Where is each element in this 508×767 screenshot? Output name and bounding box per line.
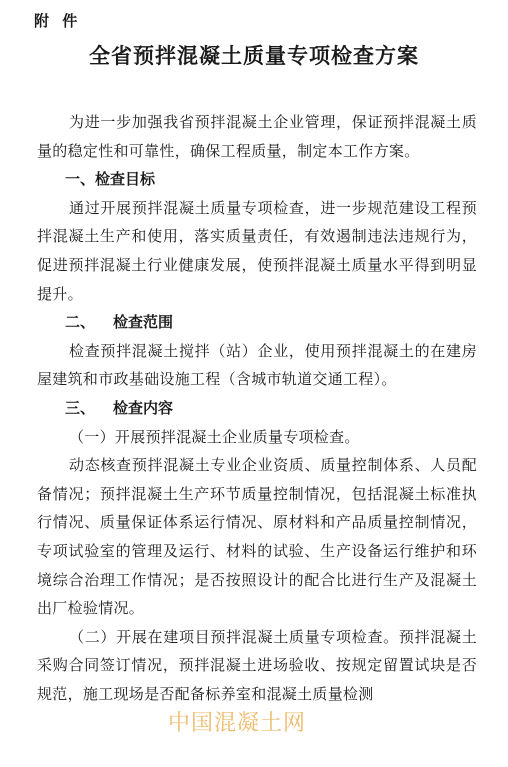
subsection2-paragraph: （二）开展在建项目预拌混凝土质量专项检查。预拌混凝土采购合同签订情况，预拌混凝土进场验收、按规定留置试块是否规范，施工现场是否配备标养室和混凝土质量检测	[37, 627, 477, 703]
document-body	[37, 108, 477, 708]
section1-heading: 一、检查目标	[65, 170, 156, 189]
watermark-logo: 中国混凝土网	[168, 711, 307, 736]
section2-heading	[37, 308, 477, 337]
section1-paragraph: 通过开展预拌混凝土质量专项检查，进一步规范建设工程预拌混凝土生产和使用，落实质量责任，有效遏制违法违规行为，促进预拌混凝土行业健康发展，使预拌混凝土质量水平得到明显提升。	[37, 198, 477, 303]
attachment-label: 附 件	[34, 12, 82, 30]
section2-paragraph: 检查预拌混凝土搅拌（站）企业，使用预拌混凝土的在建房屋建筑和市政基础设施工程（含城市轨道交通工程）。	[37, 341, 477, 389]
section2-heading-text: 检查范围	[113, 313, 174, 332]
page-title: 全省预拌混凝土质量专项检查方案	[89, 44, 419, 68]
section2-heading-number: 二、	[65, 313, 96, 332]
section3-heading-text: 检查内容	[113, 398, 174, 417]
section3-heading-number: 三、	[65, 398, 96, 417]
subsection1-paragraph: 动态核查预拌混凝土专业企业资质、质量控制体系、人员配备情况；预拌混凝土生产环节质量控制情况，包括混凝土标准执行情况、质量保证体系运行情况、原材料和产品质量控制情况，专项试验室的管理及运行、材料的试验、生产设备运行维护和环境综合治理工作情况；是否按照设计的配合比进行生产及混凝土出厂检验情况。	[37, 456, 477, 618]
section3-heading	[37, 394, 477, 423]
subsection1-title: （一）开展预拌混凝土企业质量专项检查。	[69, 427, 360, 446]
intro-paragraph: 为进一步加强我省预拌混凝土企业管理，保证预拌混凝土质量的稳定性和可靠性，确保工程质量，制定本工作方案。	[37, 113, 477, 160]
